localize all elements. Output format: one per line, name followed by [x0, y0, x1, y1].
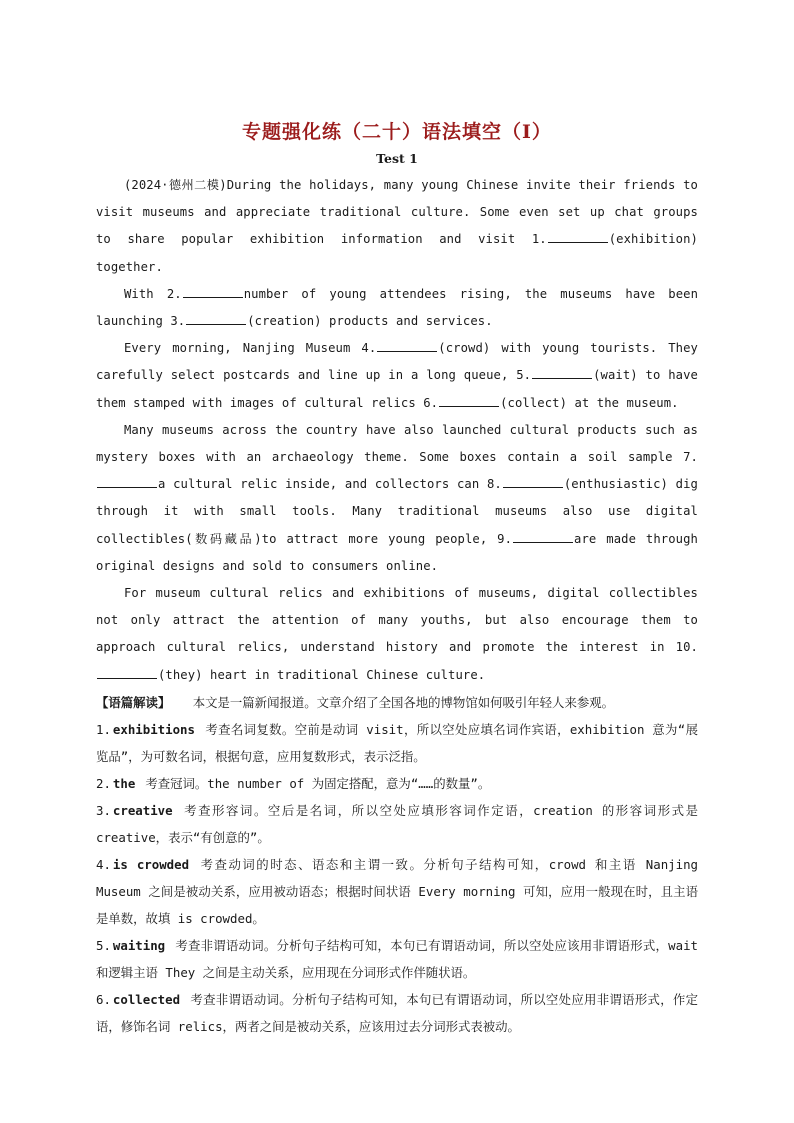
- analysis-tag: 【语篇解读】: [96, 694, 171, 710]
- answer-blank[interactable]: [97, 666, 157, 679]
- answer-explanation: 考查非谓语动词。分析句子结构可知，本句已有谓语动词，所以空处应用非谓语形式，作定语，修饰名词 relics，两者之间是被动关系，应该用过去分词形式表被动。: [96, 991, 698, 1034]
- answer-number: 3.: [96, 802, 111, 818]
- passage-text: Many museums across the country have also launched cultural products such as mystery boxes with an archaeology theme. Some boxes contain a soil sample 7.: [96, 422, 698, 465]
- passage-text: Every morning, Nanjing Museum 4.: [124, 341, 377, 356]
- passage: [96, 172, 698, 689]
- answer-explanation: 考查形容词。空后是名词，所以空处应填形容词作定语，creation 的形容词形式是 creative，表示“有创意的”。: [96, 802, 698, 845]
- answer-blank[interactable]: [97, 475, 157, 488]
- answer-list: [96, 716, 698, 1040]
- passage-text: (exhibition) together.: [96, 232, 698, 274]
- answer-key: waiting: [112, 937, 166, 953]
- answer-blank[interactable]: [513, 530, 573, 543]
- answer-item: [96, 716, 698, 770]
- answer-item: [96, 851, 698, 932]
- answer-blank[interactable]: [503, 475, 563, 488]
- answer-number: 1.: [96, 721, 111, 737]
- passage-text: number of young attendees rising, the museums have been launching 3.: [96, 286, 699, 329]
- answer-explanation: 考查动词的时态、语态和主谓一致。分析句子结构可知，crowd 和主语 Nanjing Museum 之间是被动关系，应用被动语态；根据时间状语 Every morning 可知，应用一般现在时，且主语是单数，故填 is crowded。: [96, 856, 698, 926]
- answer-key: collected: [112, 991, 181, 1007]
- passage-text: (enthusiastic) dig through it with small tools. Many traditional museums also use digital collectibles(数码藏品)to attract more young people, 9.: [96, 477, 698, 546]
- answer-item: [96, 986, 698, 1040]
- answer-item: [96, 932, 698, 986]
- answer-explanation: 考查名词复数。空前是动词 visit，所以空处应填名词作宾语，exhibition 意为“展览品”，为可数名词，根据句意，应用复数形式，表示泛指。: [96, 721, 698, 764]
- passage-text: a cultural relic inside, and collectors can 8.: [158, 477, 502, 492]
- passage-text: (crowd) with young tourists. They carefully select postcards and line up in a long queue, 5.: [96, 341, 698, 383]
- passage-paragraph: [96, 335, 698, 417]
- answer-number: 5.: [96, 937, 111, 953]
- answer-explanation: 考查冠词。the number of 为固定搭配，意为“……的数量”。: [145, 775, 491, 791]
- passage-text: are made through original designs and sold to consumers online.: [96, 531, 698, 573]
- answer-blank[interactable]: [548, 230, 608, 243]
- answer-item: [96, 797, 698, 851]
- answer-blank[interactable]: [183, 285, 243, 298]
- document-content: [96, 118, 698, 1040]
- passage-paragraph: [96, 281, 698, 335]
- analysis-header: [96, 689, 698, 716]
- answer-number: 2.: [96, 775, 111, 791]
- answer-explanation: 考查非谓语动词。分析句子结构可知，本句已有谓语动词，所以空处应该用非谓语形式，wait 和逻辑主语 They 之间是主动关系，应用现在分词形式作伴随状语。: [96, 937, 698, 980]
- passage-paragraph: [96, 417, 698, 580]
- passage-text: (collect) at the museum.: [500, 395, 679, 410]
- passage-text: (wait) to have them stamped with images of cultural relics 6.: [96, 368, 698, 410]
- answer-key: creative: [112, 802, 173, 818]
- answer-item: [96, 770, 698, 797]
- page-title: 专题强化练（二十）语法填空（Ⅰ）: [242, 121, 552, 143]
- answer-number: 4.: [96, 856, 111, 872]
- answer-key: exhibitions: [112, 721, 195, 737]
- answer-blank[interactable]: [377, 339, 437, 352]
- passage-text: (they) heart in traditional Chinese culture.: [158, 667, 486, 682]
- passage-paragraph: [96, 172, 698, 281]
- answer-key: the: [112, 775, 136, 791]
- test-subtitle: Test 1: [376, 151, 418, 166]
- analysis-intro: 本文是一篇新闻报道。文章介绍了全国各地的博物馆如何吸引年轻人来参观。: [192, 694, 615, 710]
- answer-key: is crowded: [112, 856, 190, 872]
- passage-text: (creation) products and services.: [247, 314, 493, 329]
- answer-blank[interactable]: [186, 312, 246, 325]
- answer-number: 6.: [96, 991, 111, 1007]
- passage-paragraph: [96, 580, 698, 689]
- answer-blank[interactable]: [532, 366, 592, 379]
- passage-text: With 2.: [124, 286, 182, 301]
- analysis-section: [96, 689, 698, 1040]
- passage-text: (2024·德州二模)During the holidays, many young Chinese invite their friends to visit museums and appreciate traditional culture. Some even set up chat groups to share popular exhibition information and visit 1.: [96, 178, 698, 247]
- passage-text: For museum cultural relics and exhibitions of museums, digital collectibles not only attract the attention of many youths, but also encourage them to approach cultural relics, understand history and promote the interest in 10.: [96, 586, 698, 655]
- answer-blank[interactable]: [439, 394, 499, 407]
